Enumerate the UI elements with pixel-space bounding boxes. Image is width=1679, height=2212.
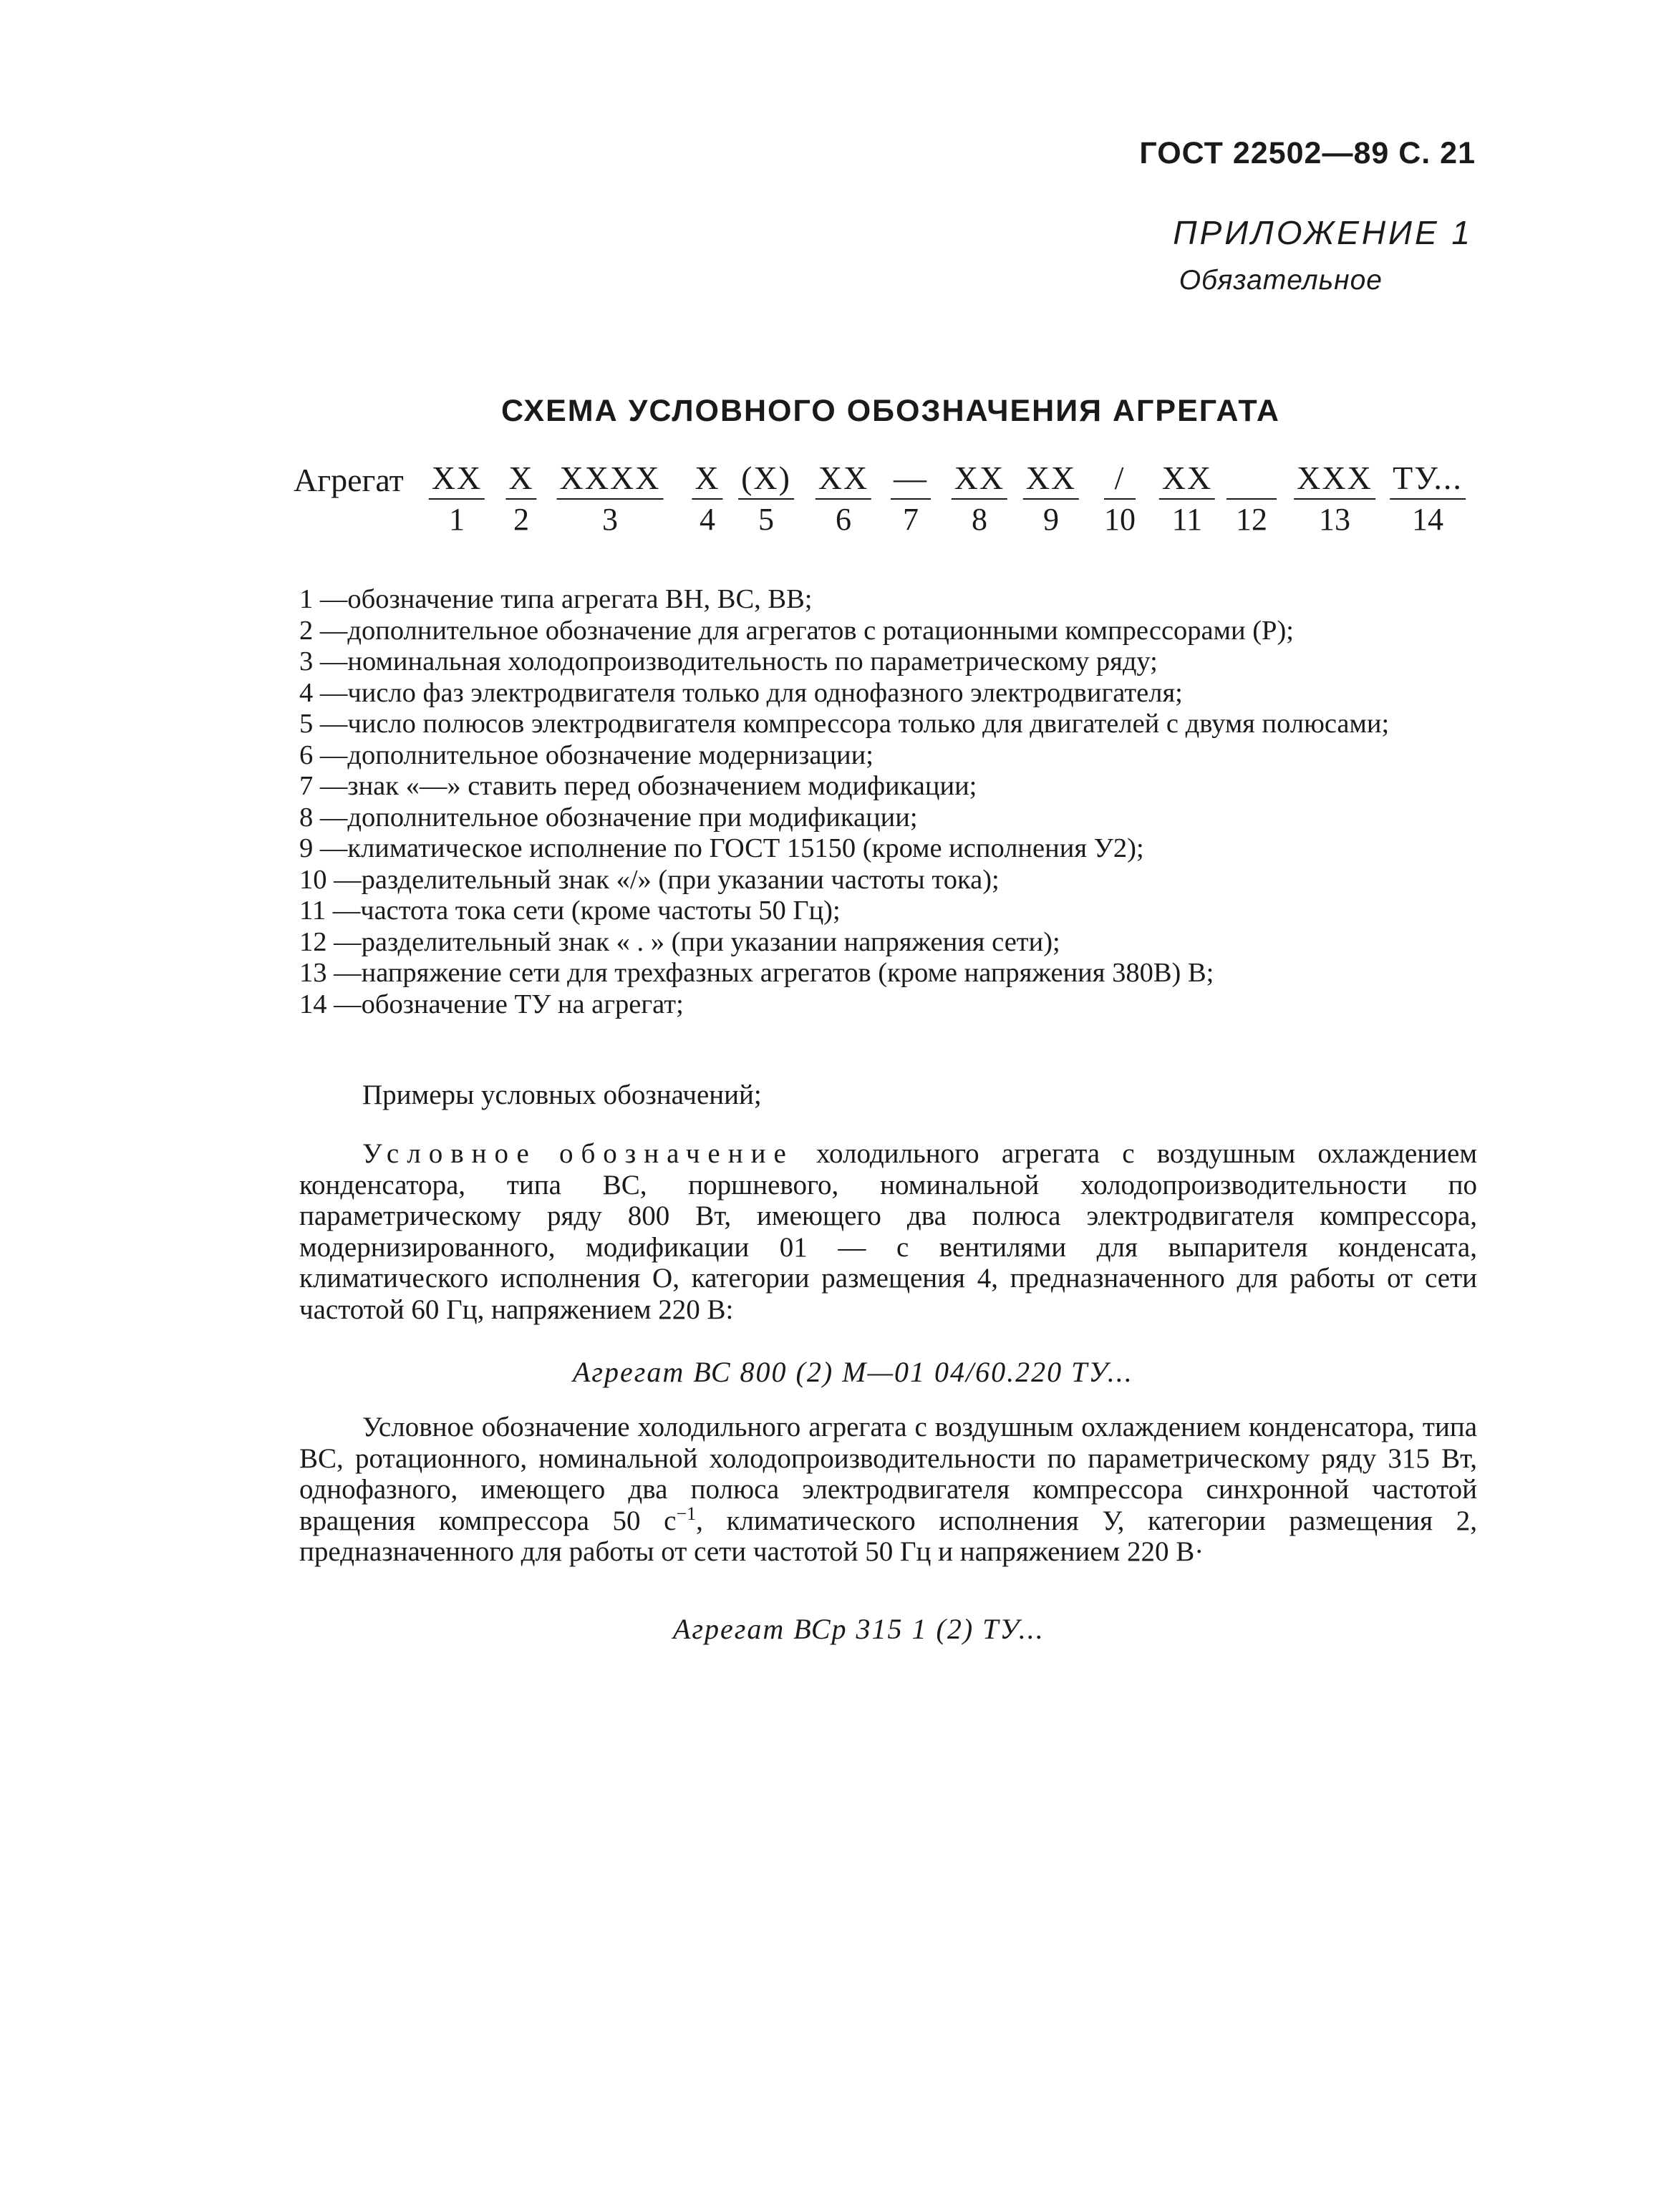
legend-text: дополнительное обозначение модернизации;	[347, 739, 874, 770]
legend-text: дополнительное обозначение для агрегатов с ротационными компрессорами (Р);	[347, 615, 1294, 646]
scheme-number: 14	[1411, 502, 1443, 537]
legend-item	[299, 865, 1477, 896]
legend-text: число фаз электродвигателя только для однофазного электродвигателя;	[347, 677, 1183, 708]
legend-text: частота тока сети (кроме частоты 50 Гц);	[360, 896, 841, 926]
scheme-code: XXX	[1294, 458, 1375, 500]
legend-item	[299, 896, 1477, 927]
scheme-number: 11	[1171, 502, 1203, 537]
scheme-number: 5	[758, 502, 774, 537]
scheme-number: 3	[601, 502, 618, 537]
legend-number: 14 —	[299, 989, 362, 1019]
examples-heading: Примеры условных обозначений;	[362, 1080, 762, 1110]
legend-item	[299, 740, 1477, 772]
scheme-slot-14	[1390, 458, 1466, 540]
example1-designation: Агрегат ВС 800 (2) М—01 04/60.220 ТУ...	[573, 1356, 1133, 1388]
legend-number: 12 —	[299, 926, 362, 957]
legend-number: 8 —	[299, 802, 348, 833]
scheme-slot-8	[952, 458, 1007, 540]
appendix-status: Обязательное	[1179, 265, 1383, 296]
example2-text: Условное обозначение холодильного агрегата с воздушным охлаждением конденсатора, типа ВС, ротационного, номинальной холодопроизводительности по параметрическому ряду 315 Вт, однофазного, имеющего два полюса электродвигателя компрессора синхронной частотой вращения компрессора 50 с	[299, 1412, 1477, 1536]
scheme-slot-5	[738, 458, 794, 540]
legend-number: 1 —	[299, 584, 348, 614]
example1-spaced-word: обозначение	[558, 1138, 794, 1169]
legend-number: 2 —	[299, 615, 348, 646]
scheme-number: 10	[1104, 502, 1136, 537]
legend-text: напряжение сети для трехфазных агрегатов (кроме напряжения 380В) В;	[361, 958, 1214, 988]
scheme-slot-2	[505, 458, 536, 540]
example2-designation: Агрегат ВСр 315 1 (2) ТУ...	[673, 1613, 1045, 1645]
legend-item	[299, 958, 1477, 989]
scheme-slot-13	[1294, 458, 1375, 540]
scheme-number: 4	[699, 502, 715, 537]
scheme-slot-4	[692, 458, 722, 540]
legend-item	[299, 678, 1477, 709]
scheme-code: XX	[952, 458, 1007, 500]
legend-item	[299, 989, 1477, 1021]
scheme-code: ТУ...	[1390, 458, 1466, 500]
page-header: ГОСТ 22502—89 С. 21	[1139, 136, 1476, 170]
scheme-number: 7	[903, 502, 919, 537]
scheme-number: 9	[1042, 502, 1059, 537]
legend-number: 7 —	[299, 771, 348, 801]
legend-text: разделительный знак « . » (при указании напряжения сети);	[361, 926, 1060, 957]
legend-number: 4 —	[299, 677, 348, 708]
legend-text: число полюсов электродвигателя компрессора только для двигателей с двумя полюсами;	[347, 709, 1390, 739]
scheme-slot-6	[816, 458, 871, 540]
legend-text: дополнительное обозначение при модификации;	[347, 802, 918, 833]
scheme-word: Агрегат	[294, 462, 404, 498]
legend-item	[299, 927, 1477, 959]
scheme-code: /	[1104, 458, 1136, 500]
scheme-slot-10	[1104, 458, 1136, 540]
legend-number: 10 —	[299, 864, 362, 895]
designation-scheme	[294, 458, 1482, 544]
legend-text: обозначение типа агрегата ВН, ВС, ВВ;	[347, 584, 813, 614]
legend-list	[299, 584, 1477, 1020]
example2-text-tail: , климатического исполнения У, категории размещения 2, предназначенного для работы от сети частотой 50 Гц и напряжением 220 В·	[299, 1505, 1477, 1567]
legend-number: 3 —	[299, 646, 348, 676]
legend-item	[299, 616, 1477, 647]
legend-text: номинальная холодопроизводительность по параметрическому ряду;	[347, 646, 1158, 676]
scheme-code: XX	[1023, 458, 1079, 500]
scheme-number: 13	[1318, 502, 1350, 537]
legend-text: климатическое исполнение по ГОСТ 15150 (кроме исполнения У2);	[347, 833, 1144, 863]
scheme-slot-12	[1226, 458, 1277, 540]
scheme-code: X	[505, 458, 536, 500]
scheme-slot-11	[1159, 458, 1215, 540]
scheme-code: XX	[429, 458, 485, 500]
scheme-number: 6	[835, 502, 851, 537]
example2-superscript: −1	[676, 1503, 697, 1524]
section-title: СХЕМА УСЛОВНОГО ОБОЗНАЧЕНИЯ АГРЕГАТА	[501, 394, 1280, 428]
legend-number: 13 —	[299, 958, 362, 988]
scheme-code: XXXX	[557, 458, 664, 500]
scheme-number: 1	[448, 502, 465, 537]
legend-text: знак «—» ставить перед обозначением модификации;	[347, 771, 977, 801]
scheme-code: XX	[1159, 458, 1215, 500]
legend-item	[299, 771, 1477, 802]
legend-number: 5 —	[299, 709, 348, 739]
legend-number: 9 —	[299, 833, 348, 863]
scheme-code: XX	[816, 458, 871, 500]
scheme-code: —	[891, 458, 931, 500]
example2-paragraph	[299, 1412, 1477, 1568]
legend-item	[299, 646, 1477, 678]
scheme-code	[1226, 458, 1277, 500]
scheme-slot-3	[557, 458, 664, 540]
scheme-code: X	[692, 458, 722, 500]
legend-item	[299, 584, 1477, 616]
example1-paragraph	[299, 1138, 1477, 1325]
scheme-slot-1	[429, 458, 485, 540]
scheme-number: 2	[513, 502, 529, 537]
legend-item	[299, 802, 1477, 834]
legend-number: 11 —	[299, 896, 361, 926]
legend-text: обозначение ТУ на агрегат;	[361, 989, 684, 1019]
scheme-code: (X)	[738, 458, 794, 500]
legend-item	[299, 709, 1477, 740]
scheme-number: 12	[1236, 502, 1267, 537]
legend-number: 6 —	[299, 739, 348, 770]
scheme-slot-7	[891, 458, 931, 540]
legend-item	[299, 833, 1477, 865]
scheme-slot-9	[1023, 458, 1079, 540]
scheme-number: 8	[971, 502, 987, 537]
example1-text: холодильного агрегата с воздушным охлаждением конденсатора, типа ВС, поршневого, номинальной холодопроизводительности по параметрическому ряду 800 Вт, имеющего два полюса электродвигателя компрессора, модернизированного, модификации 01 — с вентилями для выпарителя конденсата, климатического исполнения О, категории размещения 4, предназначенного для работы от сети частотой 60 Гц, напряжением 220 В:	[299, 1138, 1478, 1325]
appendix-title: ПРИЛОЖЕНИЕ 1	[1173, 214, 1473, 251]
legend-text: разделительный знак «/» (при указании частоты тока);	[361, 864, 1000, 895]
example1-lead-word: Условное	[362, 1138, 537, 1169]
